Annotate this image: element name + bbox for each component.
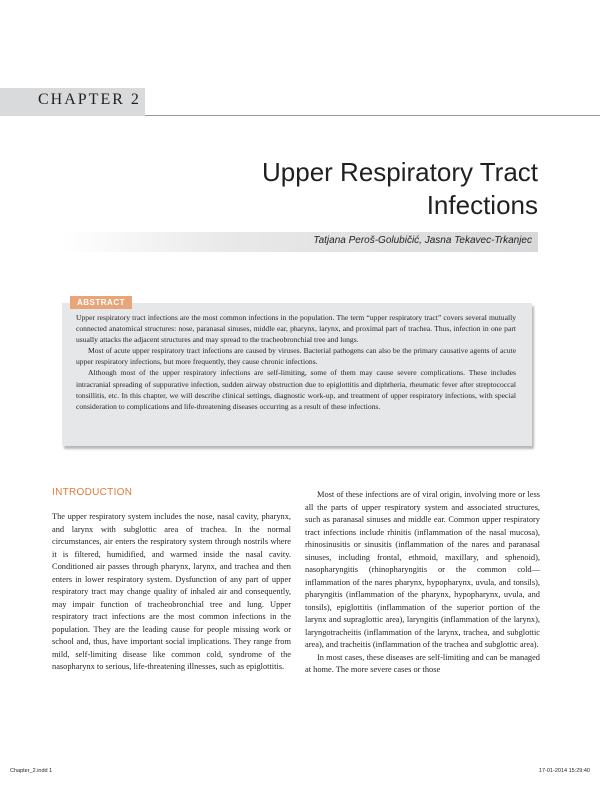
authors: Tatjana Peroš-Golubičić, Jasna Tekavec-Trkanjec bbox=[313, 235, 532, 246]
abstract-tag: ABSTRACT bbox=[70, 296, 132, 309]
abstract-text bbox=[76, 312, 516, 412]
right-column bbox=[305, 489, 540, 677]
intro-paragraph-3: In most cases, these diseases are self-limiting and can be managed at home. The more severe cases or those bbox=[305, 652, 540, 674]
introduction-heading: INTRODUCTION bbox=[52, 487, 133, 498]
footer-timestamp: 17-01-2014 15:29:40 bbox=[538, 768, 590, 774]
chapter-title bbox=[118, 156, 538, 222]
abstract-paragraph-3: Although most of the upper respiratory infections are self-limiting, some of them may cause severe complications. These includes intracranial spreading of suppurative infection, sudden airway obstruction due to epiglottitis and diphtheria, rheumatic fever after streptococcal tonsillitis, etc. In this chapter, we will describe clinical settings, diagnostic work-up, and treatment of upper respiratory infections, with special consideration to complications and life-threatening diseases occurring as a result of these infections. bbox=[76, 368, 516, 411]
chapter-divider bbox=[145, 115, 600, 116]
chapter-title-line-2: Infections bbox=[426, 190, 538, 220]
footer-file: Chapter_2.indd 1 bbox=[10, 768, 53, 774]
chapter-label: CHAPTER 2 bbox=[38, 91, 141, 108]
intro-paragraph-1: The upper respiratory system includes the nose, nasal cavity, pharynx, and larynx with subglottic area of trachea. In the normal circumstances, air enters the respiratory system through nostrils where it is filtered, humidified, and warmed inside the nasal cavity. Conditioned air passes through pharynx, larynx, and trachea and then enters in lower respiratory system. Dysfunction of any part of upper respiratory tract may change quality of inhaled air and consequently, may impair function of tracheobronchial tree and lung. Upper respiratory tract infections are the most common infections in the population. They are the leading cause for people missing work or school and, thus, have important social implications. They range from mild, self-limiting disease like common cold, syndrome of the nasopharynx to serious, life-threatening illnesses, such as epiglottitis. bbox=[52, 512, 291, 671]
intro-paragraph-2: Most of these infections are of viral origin, involving more or less all the parts of upper respiratory system and associated structures, such as paranasal sinuses and middle ear. Common upper respiratory tract infections include rhinitis (inflammation of the nasal mucosa), rhinosinusitis or sinusitis (inflammation of the nares and paranasal sinuses, including frontal, ethmoid, maxillary, and sphenoid), nasopharyngitis (rhinopharyngitis or the common cold—inflammation of the nares pharynx, hypopharynx, uvula, and tonsils), pharyngitis (inflammation of the pharynx, hypopharynx, uvula, and tonsils), epiglottitis (inflammation of the superior portion of the larynx and supraglottic area), laryngitis (inflammation of the larynx), laryngotracheitis (inflammation of the larynx, trachea, and subglottic area), and tracheitis (inflammation of the trachea and subglottic area). bbox=[305, 490, 540, 649]
abstract-paragraph-1: Upper respiratory tract infections are the most common infections in the population. The term “upper respiratory tract” covers several mutually connected anatomical structures: nose, paranasal sinuses, middle ear, pharynx, larynx, and proximal part of trachea. Thus, infection in one part usually attacks the adjacent structures and may spread to the tracheobronchial tree and lungs. bbox=[76, 313, 516, 345]
left-column bbox=[52, 511, 291, 674]
chapter-title-line-1: Upper Respiratory Tract bbox=[262, 157, 538, 187]
abstract-paragraph-2: Most of acute upper respiratory tract infections are caused by viruses. Bacterial pathogens can also be the primary causative agents of acute upper respiratory infections, but more frequently, they cause chronic infections. bbox=[76, 346, 516, 367]
